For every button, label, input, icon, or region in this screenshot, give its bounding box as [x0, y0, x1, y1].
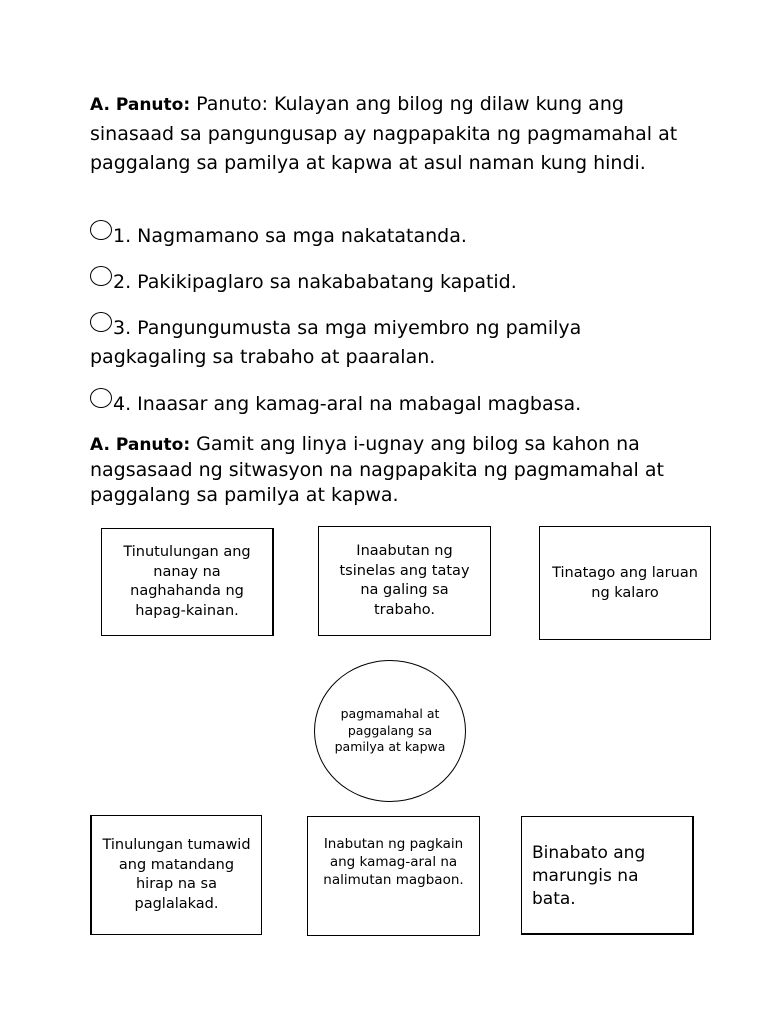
list-item	[90, 312, 670, 372]
item-text: 3. Pangungumusta sa mga miyembro ng pamilya pagkagaling sa trabaho at paaralan.	[90, 317, 582, 368]
list-item	[90, 220, 670, 251]
circle-checkbox-icon[interactable]	[90, 388, 112, 408]
situation-box[interactable]	[539, 526, 711, 640]
situation-text: Inaabutan ng tsinelas ang tatay na galing sa trabaho.	[339, 543, 470, 618]
instruction-2-label: A. Panuto:	[90, 435, 191, 455]
situation-text: Tinutulungan ang nanay na naghahanda ng hapag-kainan.	[123, 544, 251, 619]
list-item	[90, 388, 670, 419]
item-text: 2. Pakikipaglaro sa nakababatang kapatid.	[113, 271, 517, 293]
center-circle-text: pagmamahal at paggalang sa pamilya at kapwa	[334, 706, 446, 755]
situation-text: Inabutan ng pagkain ang kamag-aral na nalimutan magbaon.	[323, 836, 464, 888]
circle-checkbox-icon[interactable]	[90, 266, 112, 286]
instruction-1-text: Panuto: Kulayan ang bilog ng dilaw kung ang sinasaad sa pangungusap ay nagpapakita ng pagmamahal at paggalang sa pamilya at kapwa at asul naman kung hindi.	[90, 93, 678, 174]
item-text: 4. Inaasar ang kamag-aral na mabagal magbasa.	[113, 393, 582, 415]
situation-box[interactable]	[521, 816, 694, 935]
instruction-2	[90, 432, 690, 508]
situation-box[interactable]	[307, 816, 480, 936]
situation-box[interactable]	[90, 815, 262, 935]
list-item	[90, 266, 670, 297]
situation-text: Binabato ang marungis na bata.	[532, 843, 646, 909]
situation-text: Tinatago ang laruan ng kalaro	[552, 565, 698, 601]
item-text: 1. Nagmamano sa mga nakatatanda.	[113, 225, 467, 247]
instruction-1-label: A. Panuto:	[90, 95, 191, 115]
circle-checkbox-icon[interactable]	[90, 220, 112, 240]
instruction-2-text: Gamit ang linya i-ugnay ang bilog sa kahon na nagsasaad ng sitwasyon na nagpapakita ng pagmamahal at paggalang sa pamilya at kapwa.	[90, 433, 664, 506]
situation-text: Tinulungan tumawid ang matandang hirap na sa paglalakad.	[102, 837, 251, 912]
circle-checkbox-icon[interactable]	[90, 312, 112, 332]
situation-box[interactable]	[101, 528, 274, 636]
situation-box[interactable]	[318, 526, 491, 636]
center-circle[interactable]	[314, 660, 466, 802]
instruction-1	[90, 90, 680, 178]
